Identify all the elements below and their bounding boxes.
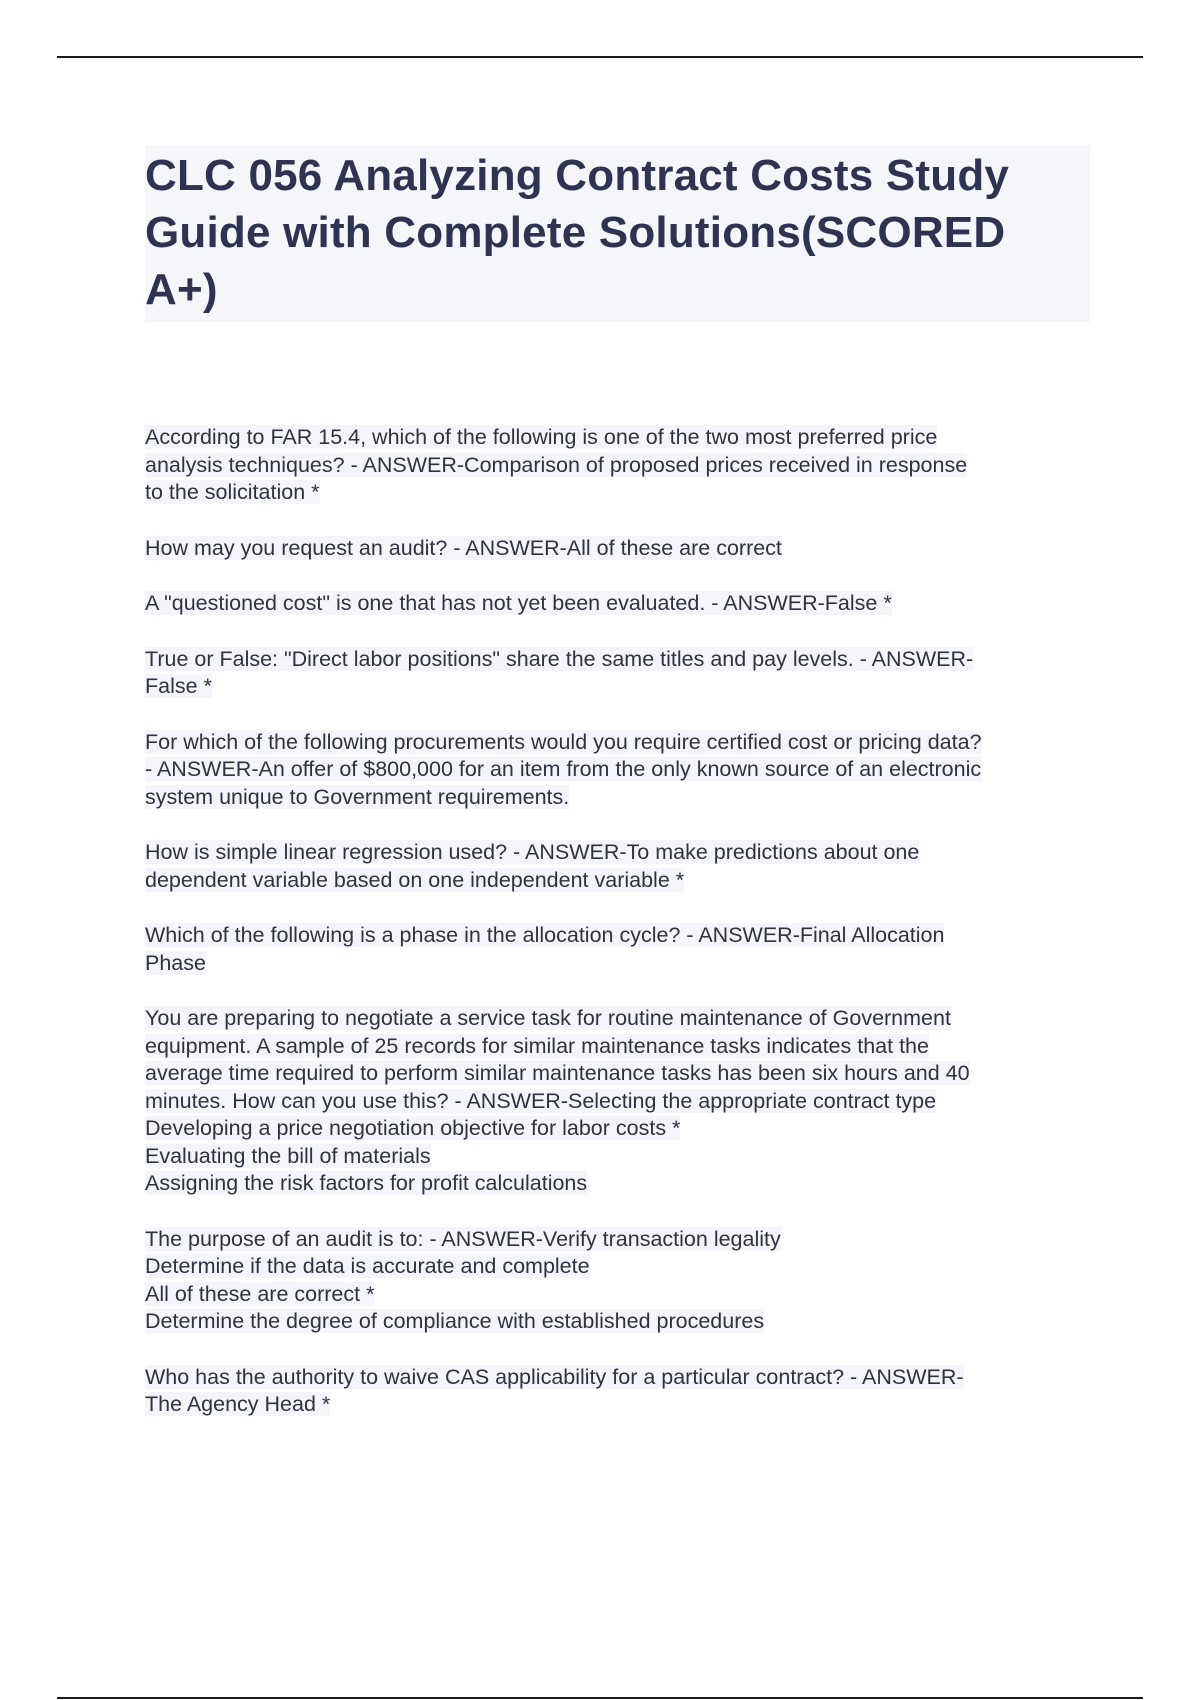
qa-line: [145, 1391, 1095, 1419]
qa-text: Developing a price negotiation objective for labor costs *: [145, 1116, 681, 1140]
qa-text: You are preparing to negotiate a service task for routine maintenance of Government: [145, 1006, 951, 1030]
qa-text: dependent variable based on one independent variable *: [145, 867, 685, 892]
qa-text: False *: [145, 674, 212, 698]
bottom-rule: [57, 1697, 1143, 1699]
qa-line: [145, 1253, 1095, 1281]
qa-text: Determine if the data is accurate and complete: [145, 1254, 590, 1278]
document-title: [145, 147, 1090, 318]
qa-line: [145, 922, 1095, 950]
qa-text: system unique to Government requirements.: [145, 784, 570, 809]
qa-line: [145, 839, 1095, 867]
qa-item: [145, 1226, 1095, 1336]
qa-line: [145, 784, 1095, 812]
qa-line: [145, 1088, 1095, 1116]
qa-line: [145, 1143, 1095, 1171]
qa-text: Phase: [145, 950, 206, 975]
qa-line: [145, 452, 1095, 480]
qa-line: [145, 1364, 1095, 1392]
qa-text: The Agency Head *: [145, 1392, 331, 1416]
qa-text: Assigning the risk factors for profit calculations: [145, 1171, 588, 1195]
qa-text: Evaluating the bill of materials: [145, 1143, 431, 1168]
qa-line: [145, 424, 1095, 452]
qa-text: A "questioned cost" is one that has not yet been evaluated. - ANSWER-False *: [145, 591, 892, 615]
qa-text: - ANSWER-An offer of $800,000 for an item from the only known source of an electronic: [145, 757, 982, 781]
qa-item: [145, 646, 1095, 701]
qa-text: Who has the authority to waive CAS applicability for a particular contract? - ANSWER-: [145, 1364, 964, 1389]
title-line: Guide with Complete Solutions(SCORED: [145, 208, 1006, 257]
qa-line: [145, 1281, 1095, 1309]
title-line: CLC 056 Analyzing Contract Costs Study: [145, 151, 1010, 200]
qa-text: For which of the following procurements would you require certified cost or pricing data?: [145, 729, 982, 754]
qa-text: According to FAR 15.4, which of the following is one of the two most preferred price: [145, 425, 938, 449]
qa-line: [145, 535, 1095, 563]
qa-item: [145, 729, 1095, 812]
qa-item: [145, 1364, 1095, 1419]
qa-text: How is simple linear regression used? - ANSWER-To make predictions about one: [145, 840, 920, 864]
qa-item: [145, 535, 1095, 563]
qa-text: Determine the degree of compliance with established procedures: [145, 1309, 765, 1333]
qa-text: analysis techniques? - ANSWER-Comparison of proposed prices received in response: [145, 452, 968, 477]
qa-item: [145, 1005, 1095, 1198]
qa-item: [145, 424, 1095, 507]
qa-line: [145, 590, 1095, 618]
qa-line: [145, 1308, 1095, 1336]
qa-line: [145, 1060, 1095, 1088]
qa-line: [145, 1115, 1095, 1143]
qa-line: [145, 673, 1095, 701]
qa-line: [145, 1033, 1095, 1061]
qa-line: [145, 479, 1095, 507]
top-rule: [57, 56, 1143, 58]
qa-line: [145, 1170, 1095, 1198]
qa-line: [145, 729, 1095, 757]
qa-text: True or False: "Direct labor positions" share the same titles and pay levels. - ANSWER-: [145, 646, 974, 671]
qa-line: [145, 1005, 1095, 1033]
qa-text: Which of the following is a phase in the allocation cycle? - ANSWER-Final Allocation: [145, 923, 945, 947]
qa-item: [145, 590, 1095, 618]
title-line: A+): [145, 265, 218, 314]
qa-line: [145, 646, 1095, 674]
qa-text: All of these are correct *: [145, 1281, 375, 1306]
qa-text: How may you request an audit? - ANSWER-All of these are correct: [145, 535, 782, 560]
qa-text: minutes. How can you use this? - ANSWER-Selecting the appropriate contract type: [145, 1088, 937, 1113]
qa-list: [145, 424, 1095, 1447]
qa-item: [145, 839, 1095, 894]
qa-text: average time required to perform similar maintenance tasks has been six hours and 40: [145, 1061, 970, 1085]
qa-text: The purpose of an audit is to: - ANSWER-Verify transaction legality: [145, 1226, 781, 1251]
qa-line: [145, 950, 1095, 978]
title-block: [145, 145, 1090, 322]
qa-item: [145, 922, 1095, 977]
qa-text: to the solicitation *: [145, 480, 320, 504]
qa-text: equipment. A sample of 25 records for similar maintenance tasks indicates that the: [145, 1033, 929, 1058]
qa-line: [145, 867, 1095, 895]
qa-line: [145, 1226, 1095, 1254]
qa-line: [145, 756, 1095, 784]
